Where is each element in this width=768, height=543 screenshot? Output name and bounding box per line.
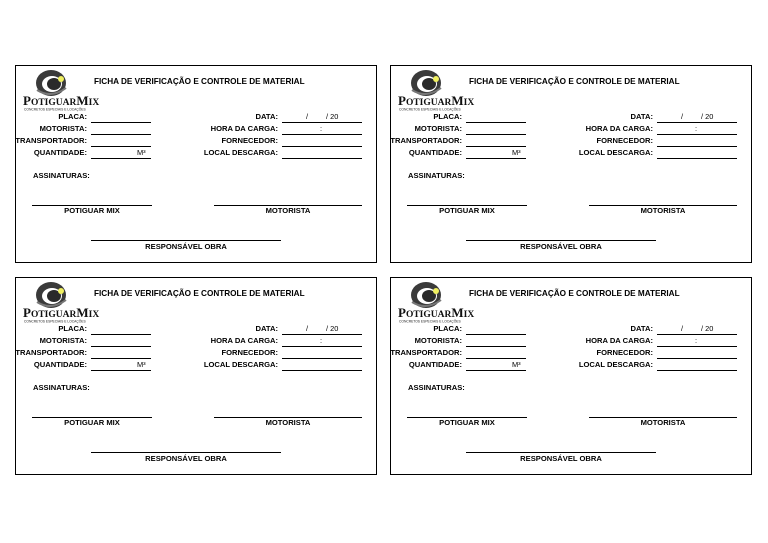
driver-signature-label: MOTORISTA [640, 206, 686, 215]
form-title: FICHA DE VERIFICAÇÃO E CONTROLE DE MATERIAL [469, 289, 680, 298]
plate-field[interactable] [466, 122, 526, 123]
signatures-label: ASSINATURAS: [408, 383, 465, 392]
quantity-field[interactable] [466, 370, 526, 371]
date-slash: / [306, 112, 309, 121]
svg-text:CONCRETOS ESPECIAIS E LOCAÇÕES: CONCRETOS ESPECIAIS E LOCAÇÕES [399, 107, 461, 112]
load-time-field[interactable] [657, 346, 737, 347]
driver-label: MOTORISTA: [414, 124, 462, 133]
date-label: DATA: [255, 324, 278, 333]
transporter-label: TRANSPORTADOR: [390, 136, 462, 145]
plate-label: PLACA: [58, 112, 87, 121]
transporter-field[interactable] [466, 146, 526, 147]
transporter-field[interactable] [91, 358, 151, 359]
plate-field[interactable] [466, 334, 526, 335]
svg-text:CONCRETOS ESPECIAIS E LOCAÇÕES: CONCRETOS ESPECIAIS E LOCAÇÕES [24, 107, 86, 112]
quantity-unit: M³ [512, 148, 521, 157]
material-control-form-top-left [15, 65, 377, 263]
driver-signature-label: MOTORISTA [265, 418, 311, 427]
company-signature-label: POTIGUAR MIX [64, 418, 120, 427]
unloading-location-field[interactable] [657, 370, 737, 371]
signatures-label: ASSINATURAS: [33, 383, 90, 392]
driver-field[interactable] [466, 134, 526, 135]
unloading-location-label: LOCAL DESCARGA: [203, 148, 278, 157]
form-title: FICHA DE VERIFICAÇÃO E CONTROLE DE MATERIAL [469, 77, 680, 86]
transporter-field[interactable] [91, 146, 151, 147]
quantity-label: QUANTIDADE: [408, 148, 462, 157]
svg-text:POTIGUARMIX: POTIGUARMIX [398, 93, 475, 108]
supplier-label: FORNECEDOR: [221, 348, 278, 357]
site-manager-signature-label: RESPONSÁVEL OBRA [145, 242, 227, 251]
supplier-label: FORNECEDOR: [596, 348, 653, 357]
material-control-form-bottom-left [15, 277, 377, 475]
date-field[interactable] [657, 334, 737, 335]
load-time-label: HORA DA CARGA: [585, 336, 653, 345]
load-time-separator: : [320, 336, 323, 345]
potiguar-mix-logo [398, 68, 475, 112]
date-year: / 20 [701, 112, 714, 121]
svg-text:CONCRETOS ESPECIAIS E LOCAÇÕES: CONCRETOS ESPECIAIS E LOCAÇÕES [24, 319, 86, 324]
potiguar-mix-logo [398, 280, 475, 324]
date-year: / 20 [326, 324, 339, 333]
company-signature-label: POTIGUAR MIX [439, 206, 495, 215]
date-field[interactable] [282, 334, 362, 335]
transporter-field[interactable] [466, 358, 526, 359]
supplier-label: FORNECEDOR: [596, 136, 653, 145]
quantity-unit: M³ [137, 148, 146, 157]
svg-text:POTIGUARMIX: POTIGUARMIX [398, 305, 475, 320]
date-slash: / [681, 324, 684, 333]
plate-field[interactable] [91, 334, 151, 335]
load-time-separator: : [320, 124, 323, 133]
supplier-field[interactable] [657, 358, 737, 359]
quantity-label: QUANTIDADE: [33, 360, 87, 369]
supplier-field[interactable] [657, 146, 737, 147]
driver-label: MOTORISTA: [414, 336, 462, 345]
plate-label: PLACA: [58, 324, 87, 333]
driver-field[interactable] [91, 346, 151, 347]
quantity-unit: M³ [512, 360, 521, 369]
load-time-label: HORA DA CARGA: [585, 124, 653, 133]
form-title: FICHA DE VERIFICAÇÃO E CONTROLE DE MATERIAL [94, 77, 305, 86]
driver-signature-label: MOTORISTA [640, 418, 686, 427]
svg-text:CONCRETOS ESPECIAIS E LOCAÇÕES: CONCRETOS ESPECIAIS E LOCAÇÕES [399, 319, 461, 324]
plate-label: PLACA: [433, 112, 462, 121]
site-manager-signature-line[interactable] [466, 240, 656, 241]
date-label: DATA: [255, 112, 278, 121]
quantity-field[interactable] [91, 158, 151, 159]
quantity-field[interactable] [91, 370, 151, 371]
date-label: DATA: [630, 324, 653, 333]
date-year: / 20 [326, 112, 339, 121]
load-time-label: HORA DA CARGA: [210, 124, 278, 133]
driver-field[interactable] [466, 346, 526, 347]
potiguar-mix-logo [23, 68, 100, 112]
unloading-location-field[interactable] [657, 158, 737, 159]
unloading-location-field[interactable] [282, 370, 362, 371]
date-field[interactable] [657, 122, 737, 123]
load-time-label: HORA DA CARGA: [210, 336, 278, 345]
load-time-field[interactable] [282, 346, 362, 347]
site-manager-signature-label: RESPONSÁVEL OBRA [520, 242, 602, 251]
site-manager-signature-line[interactable] [91, 240, 281, 241]
quantity-label: QUANTIDADE: [408, 360, 462, 369]
driver-signature-label: MOTORISTA [265, 206, 311, 215]
quantity-label: QUANTIDADE: [33, 148, 87, 157]
site-manager-signature-line[interactable] [466, 452, 656, 453]
signatures-label: ASSINATURAS: [33, 171, 90, 180]
date-year: / 20 [701, 324, 714, 333]
date-slash: / [306, 324, 309, 333]
load-time-separator: : [695, 336, 698, 345]
driver-label: MOTORISTA: [39, 336, 87, 345]
quantity-field[interactable] [466, 158, 526, 159]
material-control-form-bottom-right [390, 277, 752, 475]
plate-field[interactable] [91, 122, 151, 123]
transporter-label: TRANSPORTADOR: [390, 348, 462, 357]
driver-field[interactable] [91, 134, 151, 135]
site-manager-signature-label: RESPONSÁVEL OBRA [145, 454, 227, 463]
potiguar-mix-logo [23, 280, 100, 324]
load-time-separator: : [695, 124, 698, 133]
unloading-location-field[interactable] [282, 158, 362, 159]
form-title: FICHA DE VERIFICAÇÃO E CONTROLE DE MATERIAL [94, 289, 305, 298]
plate-label: PLACA: [433, 324, 462, 333]
unloading-location-label: LOCAL DESCARGA: [203, 360, 278, 369]
material-control-form-top-right [390, 65, 752, 263]
supplier-field[interactable] [282, 358, 362, 359]
transporter-label: TRANSPORTADOR: [15, 136, 87, 145]
transporter-label: TRANSPORTADOR: [15, 348, 87, 357]
load-time-field[interactable] [282, 134, 362, 135]
unloading-location-label: LOCAL DESCARGA: [578, 148, 653, 157]
supplier-label: FORNECEDOR: [221, 136, 278, 145]
svg-text:POTIGUARMIX: POTIGUARMIX [23, 93, 100, 108]
quantity-unit: M³ [137, 360, 146, 369]
unloading-location-label: LOCAL DESCARGA: [578, 360, 653, 369]
company-signature-label: POTIGUAR MIX [64, 206, 120, 215]
driver-label: MOTORISTA: [39, 124, 87, 133]
date-field[interactable] [282, 122, 362, 123]
date-label: DATA: [630, 112, 653, 121]
company-signature-label: POTIGUAR MIX [439, 418, 495, 427]
svg-text:POTIGUARMIX: POTIGUARMIX [23, 305, 100, 320]
site-manager-signature-line[interactable] [91, 452, 281, 453]
date-slash: / [681, 112, 684, 121]
signatures-label: ASSINATURAS: [408, 171, 465, 180]
supplier-field[interactable] [282, 146, 362, 147]
site-manager-signature-label: RESPONSÁVEL OBRA [520, 454, 602, 463]
load-time-field[interactable] [657, 134, 737, 135]
